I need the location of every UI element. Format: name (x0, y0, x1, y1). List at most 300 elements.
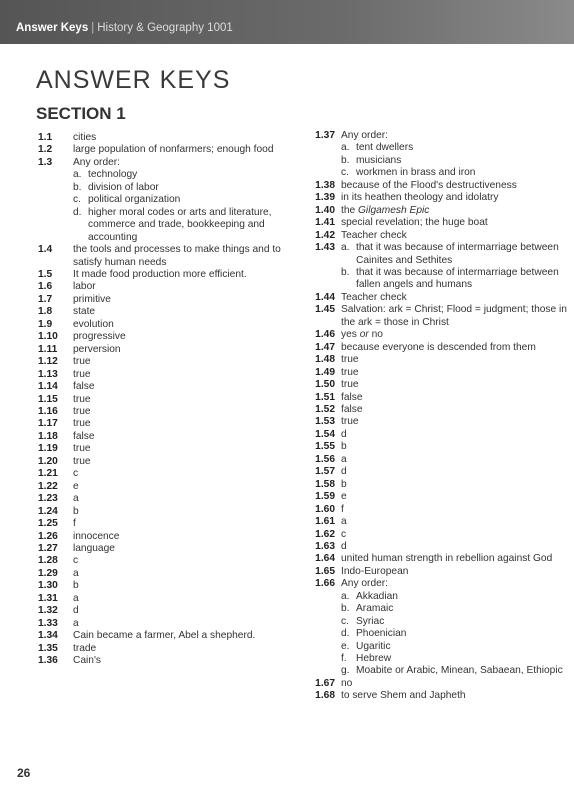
header-title: Answer Keys (16, 22, 89, 34)
answer-text: because everyone is descended from them (341, 341, 536, 353)
subitem-text: Akkadian (356, 590, 398, 602)
answer-number: 1.50 (315, 379, 335, 391)
answer-text: f (341, 503, 344, 515)
answer-item (38, 481, 288, 493)
answer-item (305, 454, 570, 466)
answer-item (305, 429, 570, 441)
answer-item (305, 230, 570, 242)
answer-item (38, 580, 288, 592)
answer-text: Cain's (73, 655, 101, 667)
answer-number: 1.38 (315, 179, 335, 191)
subitem-letter: g. (341, 665, 350, 677)
answer-item (38, 555, 288, 567)
answer-text: true (341, 379, 359, 391)
answer-text: true (73, 368, 91, 380)
answer-body (341, 566, 570, 578)
answer-subitem (341, 267, 570, 292)
subitem-letter: d. (73, 206, 82, 218)
answer-body (341, 392, 570, 404)
answer-text: false (73, 381, 95, 393)
answer-number: 1.10 (38, 331, 58, 343)
answer-number: 1.25 (38, 518, 58, 530)
subitem-letter: d. (341, 628, 350, 640)
answer-text: Teacher check (341, 291, 407, 303)
answer-body (73, 643, 288, 655)
answer-body (341, 242, 570, 292)
answer-item (305, 416, 570, 428)
answer-item (305, 180, 570, 192)
answer-subitem (341, 665, 570, 677)
answer-number: 1.30 (38, 580, 58, 592)
answer-item (305, 516, 570, 528)
answer-number: 1.49 (315, 366, 335, 378)
answer-body (73, 431, 288, 443)
answer-number: 1.19 (38, 443, 58, 455)
answer-body (73, 593, 288, 605)
answer-number: 1.52 (315, 403, 335, 415)
answer-number: 1.4 (38, 244, 53, 256)
answer-text: perversion (73, 343, 121, 355)
answer-number: 1.60 (315, 503, 335, 515)
answer-subitem (341, 591, 570, 603)
answer-subitem (73, 207, 288, 244)
answer-number: 1.27 (38, 542, 58, 554)
answer-body (341, 479, 570, 491)
answer-item (38, 319, 288, 331)
answer-text: cities (73, 132, 97, 143)
answer-body (73, 369, 288, 381)
subitem-letter: a. (341, 242, 350, 254)
header-subtitle: History & Geography 1001 (97, 22, 233, 34)
answer-text: c (73, 468, 79, 480)
answer-item (38, 269, 288, 281)
answer-number: 1.46 (315, 329, 335, 341)
answer-item (305, 404, 570, 416)
answer-body (341, 404, 570, 416)
answer-number: 1.28 (38, 555, 58, 567)
answer-text: a (73, 592, 79, 604)
answer-subitem (341, 641, 570, 653)
answer-body (73, 468, 288, 480)
answer-body (73, 493, 288, 505)
answer-number: 1.63 (315, 540, 335, 552)
answer-body (73, 294, 288, 306)
answer-text: a (73, 617, 79, 629)
answer-text: evolution (73, 318, 114, 330)
answer-number: 1.36 (38, 655, 58, 667)
answer-item (305, 130, 570, 180)
answer-number: 1.7 (38, 293, 53, 305)
answer-text: true (73, 356, 91, 368)
answer-body (73, 506, 288, 518)
answer-text: c (341, 528, 347, 540)
answer-subitem (341, 628, 570, 640)
subitem-letter: b. (341, 603, 350, 615)
answer-body (341, 690, 570, 702)
answer-item (38, 643, 288, 655)
answer-body (73, 555, 288, 567)
answer-item (38, 605, 288, 617)
answer-text: yes or no (341, 329, 383, 341)
answer-text: Indo-European (341, 565, 409, 577)
answer-number: 1.53 (315, 416, 335, 428)
answer-number: 1.9 (38, 318, 53, 330)
answer-number: 1.32 (38, 605, 58, 617)
page-number: 26 (17, 766, 31, 780)
answer-body (73, 344, 288, 356)
answer-text: d (73, 605, 79, 617)
answer-item (305, 529, 570, 541)
answer-item (305, 566, 570, 578)
answer-text: innocence (73, 530, 120, 542)
answer-number: 1.43 (315, 242, 335, 254)
answer-text: e (73, 480, 79, 492)
answer-text: language (73, 542, 115, 554)
answer-text: united human strength in rebellion against God (341, 553, 553, 565)
answer-body (341, 578, 570, 678)
answer-body (341, 354, 570, 366)
subitem-letter: b. (341, 266, 350, 278)
answer-number: 1.12 (38, 356, 58, 368)
answer-body (341, 466, 570, 478)
answer-item (38, 406, 288, 418)
subitem-text: that it was because of intermarriage between Cainites and Sethites (356, 242, 559, 266)
answer-text: f (73, 518, 76, 530)
answer-text: trade (73, 642, 97, 654)
answer-item (305, 491, 570, 503)
answer-number: 1.23 (38, 493, 58, 505)
answer-text: because of the Flood's destructiveness (341, 179, 517, 191)
answer-item (38, 144, 288, 156)
answer-text: Any order: (341, 578, 388, 590)
answer-text: b (341, 478, 347, 490)
section-title: SECTION 1 (36, 104, 126, 123)
answer-body (341, 429, 570, 441)
answer-text: true (341, 366, 359, 378)
answer-text: the tools and processes to make things and to satisfy human needs (73, 244, 281, 268)
answer-number: 1.14 (38, 381, 58, 393)
answer-number: 1.47 (315, 341, 335, 353)
answer-body (73, 269, 288, 281)
subitem-letter: a. (73, 169, 82, 181)
answer-text: true (73, 393, 91, 405)
answer-number: 1.16 (38, 405, 58, 417)
answer-item (38, 157, 288, 244)
answer-body (73, 331, 288, 343)
answer-text: Cain became a farmer, Abel a shepherd. (73, 630, 256, 642)
answer-text: d (341, 466, 347, 478)
answer-number: 1.40 (315, 204, 335, 216)
answer-item (38, 568, 288, 580)
answer-item (305, 678, 570, 690)
answer-body (73, 157, 288, 244)
answer-item (38, 331, 288, 343)
answer-body (73, 481, 288, 493)
answer-item (305, 292, 570, 304)
answer-body (341, 491, 570, 503)
subitem-letter: f. (341, 653, 347, 665)
answer-body (73, 618, 288, 630)
page-header (0, 0, 574, 44)
answer-subitem (73, 169, 288, 181)
answer-body (341, 230, 570, 242)
answer-number: 1.61 (315, 516, 335, 528)
answer-body (73, 568, 288, 580)
answer-item (305, 304, 570, 329)
answer-body (341, 180, 570, 192)
answer-text: special revelation; the huge boat (341, 217, 488, 229)
subitem-text: higher moral codes or arts and literature, commerce and trade, bookkeeping and accounting (88, 206, 272, 243)
answer-body (73, 531, 288, 543)
answer-body (73, 306, 288, 318)
answer-item (38, 593, 288, 605)
answer-subitem (341, 603, 570, 615)
answer-number: 1.18 (38, 430, 58, 442)
answer-text: false (341, 391, 363, 403)
answer-item (305, 541, 570, 553)
answer-text: the Gilgamesh Epic (341, 204, 430, 216)
answer-item (305, 242, 570, 292)
answer-item (305, 504, 570, 516)
answer-body (73, 144, 288, 156)
answer-item (305, 578, 570, 678)
subitem-letter: a. (341, 142, 350, 154)
answer-item (38, 518, 288, 530)
answer-text: b (73, 505, 79, 517)
answer-text: b (73, 580, 79, 592)
answer-body (341, 504, 570, 516)
subitem-text: division of labor (88, 181, 159, 193)
answer-number: 1.1 (38, 132, 53, 143)
answer-item (38, 369, 288, 381)
answer-text: primitive (73, 293, 111, 305)
answer-subitem (341, 155, 570, 167)
subitem-letter: c. (341, 615, 349, 627)
subitem-text: workmen in brass and iron (356, 167, 476, 179)
answer-item (38, 443, 288, 455)
subitem-letter: b. (341, 154, 350, 166)
subitem-letter: c. (341, 167, 349, 179)
answer-text: It made food production more efficient. (73, 268, 247, 280)
answer-item (38, 468, 288, 480)
answer-body (341, 192, 570, 204)
answer-body (341, 367, 570, 379)
answer-item (38, 356, 288, 368)
answer-number: 1.58 (315, 478, 335, 490)
answer-number: 1.15 (38, 393, 58, 405)
answer-item (305, 553, 570, 565)
answer-body (73, 456, 288, 468)
answer-number: 1.22 (38, 480, 58, 492)
answer-number: 1.54 (315, 428, 335, 440)
page-title: ANSWER KEYS (36, 66, 231, 94)
answer-number: 1.37 (315, 130, 335, 141)
subitem-letter: c. (73, 194, 81, 206)
answer-item (305, 354, 570, 366)
answer-text: a (341, 516, 347, 528)
answer-number: 1.39 (315, 192, 335, 204)
answer-text: true (73, 443, 91, 455)
answer-subitem (341, 616, 570, 628)
answer-item (38, 456, 288, 468)
answer-number: 1.17 (38, 418, 58, 430)
answer-item (38, 531, 288, 543)
answer-body (341, 217, 570, 229)
answer-number: 1.2 (38, 144, 53, 156)
answer-number: 1.21 (38, 468, 58, 480)
answer-item (305, 205, 570, 217)
answer-body (73, 406, 288, 418)
answer-number: 1.67 (315, 677, 335, 689)
answer-text: a (73, 567, 79, 579)
answer-number: 1.59 (315, 491, 335, 503)
answer-item (305, 367, 570, 379)
subitem-letter: b. (73, 181, 82, 193)
subitem-text: Hebrew (356, 653, 392, 665)
answer-body (73, 580, 288, 592)
answer-body (341, 541, 570, 553)
answer-text: Any order: (341, 130, 388, 141)
subitem-text: Aramaic (356, 603, 394, 615)
answer-item (38, 281, 288, 293)
answer-subitem (341, 653, 570, 665)
answer-body (341, 342, 570, 354)
answer-text: Any order: (73, 156, 120, 168)
answer-item (38, 344, 288, 356)
answer-body (341, 529, 570, 541)
subitem-letter: e. (341, 640, 350, 652)
answer-item (305, 379, 570, 391)
answer-text: true (341, 416, 359, 428)
answer-body (73, 630, 288, 642)
answer-item (38, 306, 288, 318)
answer-body (341, 292, 570, 304)
answer-item (38, 418, 288, 430)
answer-number: 1.68 (315, 690, 335, 702)
answer-number: 1.3 (38, 156, 53, 168)
answer-body (73, 281, 288, 293)
answer-body (341, 329, 570, 341)
answer-number: 1.26 (38, 530, 58, 542)
answer-body (341, 678, 570, 690)
answer-body (73, 518, 288, 530)
answer-number: 1.31 (38, 592, 58, 604)
answer-number: 1.56 (315, 453, 335, 465)
answer-text: to serve Shem and Japheth (341, 690, 466, 702)
answer-item (305, 690, 570, 702)
subitem-text: political organization (88, 194, 181, 206)
answer-number: 1.6 (38, 281, 53, 293)
answer-number: 1.44 (315, 291, 335, 303)
answer-text: a (341, 453, 347, 465)
answer-text: Teacher check (341, 229, 407, 241)
header-text (16, 22, 233, 34)
answer-body (73, 244, 288, 269)
answer-item (38, 655, 288, 667)
answer-item (305, 342, 570, 354)
answer-body (73, 356, 288, 368)
answer-body (73, 418, 288, 430)
subitem-text: technology (88, 169, 138, 181)
header-separator: | (91, 22, 95, 34)
answer-body (341, 516, 570, 528)
answer-text: true (73, 405, 91, 417)
answer-text: b (341, 441, 347, 453)
answer-body (73, 605, 288, 617)
answer-body (341, 130, 570, 180)
answer-body (73, 543, 288, 555)
answer-text: labor (73, 281, 96, 293)
answer-number: 1.11 (38, 343, 58, 355)
answer-text: state (73, 306, 96, 318)
answer-body (341, 441, 570, 453)
answer-item (38, 132, 288, 144)
answer-subitem (73, 182, 288, 194)
answer-body (341, 416, 570, 428)
answer-number: 1.8 (38, 306, 53, 318)
answer-body (73, 655, 288, 667)
answer-subitem (73, 194, 288, 206)
answer-item (305, 192, 570, 204)
answer-item (38, 506, 288, 518)
answer-number: 1.41 (315, 217, 335, 229)
answer-body (341, 553, 570, 565)
answer-body (341, 304, 570, 329)
answer-item (38, 630, 288, 642)
answer-text: Salvation: ark = Christ; Flood = judgment; those in the ark = those in Christ (341, 304, 567, 328)
answer-column-left (38, 132, 288, 667)
answer-item (38, 394, 288, 406)
answer-item (305, 217, 570, 229)
answer-text: true (73, 418, 91, 430)
answer-item (38, 493, 288, 505)
answer-subitem (341, 167, 570, 179)
answer-text: no (341, 677, 353, 689)
answer-column-right (305, 130, 570, 703)
answer-number: 1.66 (315, 578, 335, 590)
answer-text: c (73, 555, 79, 567)
answer-body (341, 454, 570, 466)
answer-subitem (341, 142, 570, 154)
answer-number: 1.51 (315, 391, 335, 403)
answer-body (73, 381, 288, 393)
subitem-text: Moabite or Arabic, Minean, Sabaean, Ethiopic (356, 665, 563, 677)
answer-item (305, 392, 570, 404)
answer-number: 1.48 (315, 354, 335, 366)
answer-number: 1.20 (38, 455, 58, 467)
answer-item (305, 479, 570, 491)
answer-body (341, 379, 570, 391)
answer-number: 1.13 (38, 368, 58, 380)
answer-number: 1.29 (38, 567, 58, 579)
answer-number: 1.24 (38, 505, 58, 517)
answer-item (38, 381, 288, 393)
answer-item (305, 441, 570, 453)
answer-text: a (73, 493, 79, 505)
answer-text: d (341, 428, 347, 440)
answer-number: 1.34 (38, 630, 58, 642)
answer-body (73, 443, 288, 455)
subitem-text: musicians (356, 154, 402, 166)
answer-number: 1.42 (315, 229, 335, 241)
subitem-letter: a. (341, 590, 350, 602)
answer-body (341, 205, 570, 217)
answer-body (73, 394, 288, 406)
answer-number: 1.33 (38, 617, 58, 629)
answer-number: 1.5 (38, 268, 53, 280)
answer-text: in its heathen theology and idolatry (341, 192, 499, 204)
answer-item (38, 543, 288, 555)
